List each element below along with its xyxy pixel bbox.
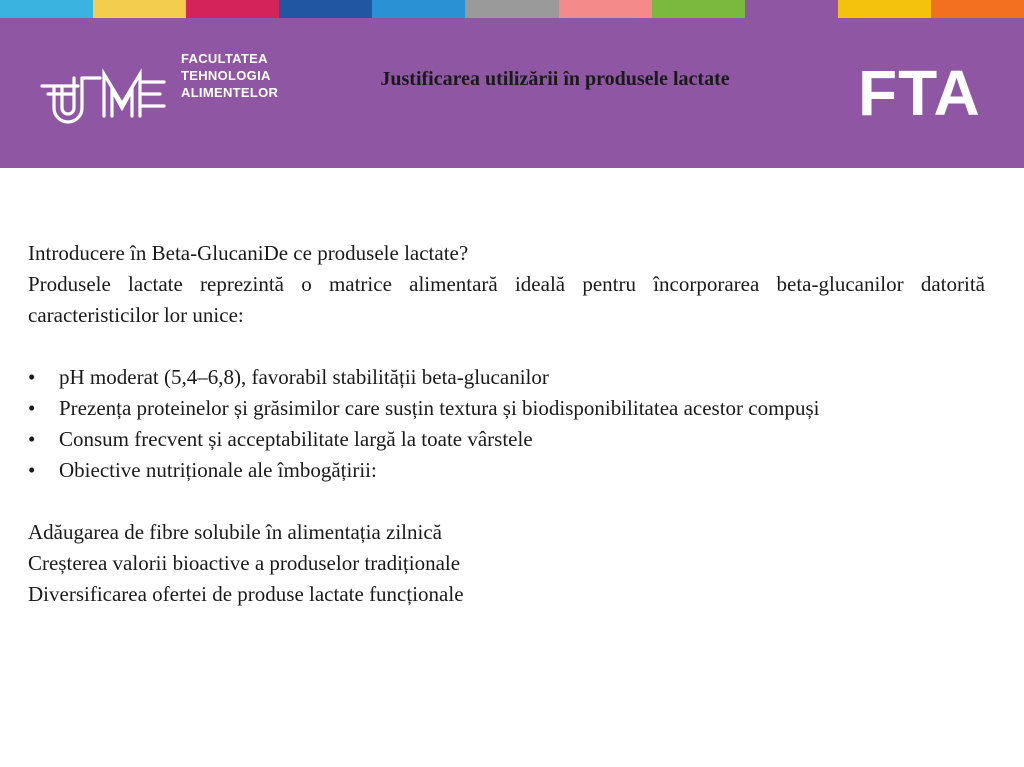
- list-item: [28, 393, 985, 424]
- color-strip-segment: [186, 0, 279, 18]
- bullet-text: Obiective nutriționale ale îmbogățirii:: [59, 458, 377, 482]
- spacer: [28, 331, 985, 362]
- color-strip-segment: [559, 0, 652, 18]
- objective-line: Adăugarea de fibre solubile în alimentația zilnică: [28, 520, 442, 544]
- color-strip-segment: [931, 0, 1024, 18]
- bullet-text: Prezența proteinelor și grăsimilor care susțin textura și biodisponibilitatea acestor compuși: [59, 396, 820, 420]
- logo-line: TEHNOLOGIA: [181, 68, 271, 83]
- bullet-list: [28, 362, 985, 486]
- slide-body: [28, 238, 985, 610]
- color-strip-segment: [465, 0, 558, 18]
- utm-logo-icon: [38, 64, 168, 136]
- list-item: [28, 455, 985, 486]
- logo-text: [181, 50, 278, 101]
- logo-line: FACULTATEA: [181, 51, 268, 66]
- bullet-text: pH moderat (5,4–6,8), favorabil stabilității beta-glucanilor: [59, 365, 549, 389]
- color-strip-segment: [372, 0, 465, 18]
- list-item: [28, 362, 985, 393]
- intro-paragraph: Produsele lactate reprezintă o matrice alimentară ideală pentru încorporarea beta-glucanilor datorită caracteristicilor lor unice:: [28, 272, 985, 327]
- bullet-icon: •: [28, 427, 36, 451]
- bullet-icon: •: [28, 365, 36, 389]
- logo-line: ALIMENTELOR: [181, 85, 279, 100]
- spacer: [28, 486, 985, 517]
- color-strip-segment: [838, 0, 931, 18]
- color-strip: [0, 0, 1024, 18]
- bullet-text: Consum frecvent și acceptabilitate largă la toate vârstele: [59, 427, 533, 451]
- brand-mark: FTA: [858, 57, 981, 129]
- color-strip-segment: [93, 0, 186, 18]
- color-strip-segment: [0, 0, 93, 18]
- objective-line: Creșterea valorii bioactive a produselor tradiționale: [28, 551, 461, 575]
- slide-title: Justificarea utilizării în produsele lactate: [380, 68, 730, 90]
- color-strip-segment: [279, 0, 372, 18]
- objective-line: Diversificarea ofertei de produse lactate funcționale: [28, 582, 464, 606]
- faculty-logo: [38, 48, 278, 138]
- color-strip-segment: [652, 0, 745, 18]
- bullet-icon: •: [28, 458, 36, 482]
- list-item: [28, 424, 985, 455]
- bullet-icon: •: [28, 396, 36, 420]
- color-strip-segment: [745, 0, 838, 18]
- intro-line: Introducere în Beta-GlucaniDe ce produsele lactate?: [28, 241, 469, 265]
